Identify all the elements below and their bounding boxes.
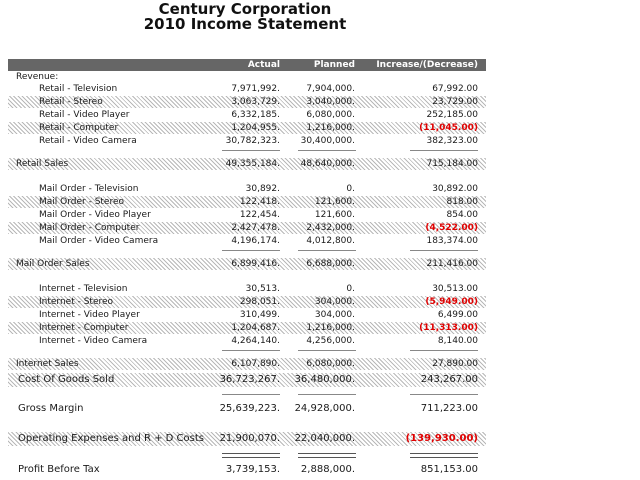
table-row <box>8 235 486 247</box>
change-value: 30,513.00 <box>432 284 478 294</box>
table-row <box>8 309 486 321</box>
column-header-planned: Planned <box>313 60 355 70</box>
planned-value: 304,000. <box>314 310 355 320</box>
change-value: 711,223.00 <box>420 403 478 414</box>
opex-row <box>8 432 486 446</box>
table-row <box>8 83 486 95</box>
double-total-rule <box>410 453 478 458</box>
row-label: Internet - Video Camera <box>39 336 148 346</box>
row-label: Operating Expenses and R + D Costs <box>18 433 204 444</box>
planned-value: 2,888,000. <box>300 464 355 475</box>
actual-value: 6,899,416. <box>231 259 280 269</box>
change-value: 67,992.00 <box>432 84 478 94</box>
planned-value: 121,600. <box>314 210 355 220</box>
actual-value: 30,892. <box>245 184 280 194</box>
table-row <box>8 135 486 147</box>
change-value: 715,184.00 <box>426 159 478 169</box>
table-row <box>8 122 486 134</box>
subtotal-rule <box>298 350 356 351</box>
total-rule <box>222 394 280 395</box>
profit-row <box>8 463 486 477</box>
row-label: Mail Order - Television <box>39 184 139 194</box>
change-value: (11,313.00) <box>419 323 478 333</box>
planned-value: 24,928,000. <box>294 403 355 414</box>
row-label: Retail - Stereo <box>39 97 103 107</box>
change-value: 854.00 <box>446 210 478 220</box>
change-value: (11,045.00) <box>419 123 478 133</box>
actual-value: 122,418. <box>239 197 280 207</box>
change-value: (139,930.00) <box>405 433 478 444</box>
row-label: Mail Order - Stereo <box>39 197 125 207</box>
planned-value: 6,080,000. <box>306 110 355 120</box>
subtotal-rule <box>410 150 478 151</box>
actual-value: 6,107,890. <box>231 359 280 369</box>
planned-value: 3,040,000. <box>306 97 355 107</box>
row-label: Mail Order - Video Camera <box>39 236 159 246</box>
column-header-change: Increase/(Decrease) <box>376 60 478 70</box>
planned-value: 304,000. <box>314 297 355 307</box>
planned-value: 2,432,000. <box>306 223 355 233</box>
table-row <box>8 209 486 221</box>
planned-value: 1,216,000. <box>306 323 355 333</box>
planned-value: 7,904,000. <box>306 84 355 94</box>
actual-value: 298,051. <box>239 297 280 307</box>
row-label: Gross Margin <box>18 403 84 414</box>
actual-value: 4,264,140. <box>231 336 280 346</box>
row-label: Cost Of Goods Sold <box>18 374 115 385</box>
planned-value: 6,688,000. <box>306 259 355 269</box>
section-label-row <box>8 71 486 83</box>
table-row <box>8 183 486 195</box>
planned-value: 0. <box>346 284 355 294</box>
actual-value: 4,196,174. <box>231 236 280 246</box>
actual-value: 3,739,153. <box>225 464 280 475</box>
column-header-bar <box>8 59 486 71</box>
column-header-actual: Actual <box>247 60 280 70</box>
row-label: Internet Sales <box>16 359 79 369</box>
change-value: 243,267.00 <box>420 374 478 385</box>
actual-value: 122,454. <box>239 210 280 220</box>
actual-value: 310,499. <box>239 310 280 320</box>
actual-value: 3,063,729. <box>231 97 280 107</box>
change-value: 30,892.00 <box>432 184 478 194</box>
row-label: Retail - Video Camera <box>39 136 137 146</box>
row-label: Retail Sales <box>16 159 69 169</box>
table-row <box>8 196 486 208</box>
subtotal-rule <box>410 250 478 251</box>
total-rule <box>298 394 356 395</box>
row-label: Retail - Video Player <box>39 110 130 120</box>
row-label: Internet - Television <box>39 284 128 294</box>
change-value: (5,949.00) <box>425 297 478 307</box>
subtotal-rule <box>410 350 478 351</box>
subtotal-row <box>8 158 486 170</box>
subtotal-rule <box>222 350 280 351</box>
table-row <box>8 296 486 308</box>
table-row <box>8 109 486 121</box>
table-row <box>8 222 486 234</box>
change-value: 252,185.00 <box>426 110 478 120</box>
row-label: Internet - Video Player <box>39 310 140 320</box>
planned-value: 48,640,000. <box>300 159 355 169</box>
actual-value: 1,204,687. <box>231 323 280 333</box>
table-row <box>8 96 486 108</box>
change-value: 382,323.00 <box>426 136 478 146</box>
change-value: 23,729.00 <box>432 97 478 107</box>
actual-value: 49,355,184. <box>225 159 280 169</box>
row-label: Mail Order - Video Player <box>39 210 151 220</box>
change-value: 818.00 <box>446 197 478 207</box>
row-label: Mail Order Sales <box>16 259 90 269</box>
planned-value: 4,012,800. <box>306 236 355 246</box>
actual-value: 7,971,992. <box>231 84 280 94</box>
section-label: Revenue: <box>16 72 59 82</box>
row-label: Internet - Stereo <box>39 297 114 307</box>
planned-value: 121,600. <box>314 197 355 207</box>
planned-value: 6,080,000. <box>306 359 355 369</box>
table-row <box>8 283 486 295</box>
actual-value: 2,427,478. <box>231 223 280 233</box>
report-subtitle: 2010 Income Statement <box>143 15 347 33</box>
change-value: 27,890.00 <box>432 359 478 369</box>
actual-value: 1,204,955. <box>231 123 280 133</box>
planned-value: 30,400,000. <box>300 136 355 146</box>
row-label: Profit Before Tax <box>18 464 100 475</box>
actual-value: 21,900,070. <box>219 433 280 444</box>
table-row <box>8 322 486 334</box>
change-value: 211,416.00 <box>426 259 478 269</box>
row-label: Internet - Computer <box>39 323 129 333</box>
planned-value: 4,256,000. <box>306 336 355 346</box>
subtotal-rule <box>298 150 356 151</box>
subtotal-rule <box>298 250 356 251</box>
row-label: Mail Order - Computer <box>39 223 140 233</box>
change-value: 851,153.00 <box>420 464 478 475</box>
double-total-rule <box>222 453 280 458</box>
subtotal-row <box>8 258 486 270</box>
actual-value: 25,639,223. <box>219 403 280 414</box>
planned-value: 0. <box>346 184 355 194</box>
planned-value: 36,480,000. <box>294 374 355 385</box>
table-row <box>8 335 486 347</box>
row-label: Retail - Television <box>39 84 118 94</box>
total-rule <box>410 394 478 395</box>
actual-value: 30,782,323. <box>225 136 280 146</box>
row-label: Retail - Computer <box>39 123 119 133</box>
change-value: (4,522.00) <box>425 223 478 233</box>
planned-value: 1,216,000. <box>306 123 355 133</box>
actual-value: 6,332,185. <box>231 110 280 120</box>
change-value: 183,374.00 <box>426 236 478 246</box>
report-title: Century Corporation <box>158 0 332 18</box>
actual-value: 36,723,267. <box>219 374 280 385</box>
subtotal-rule <box>222 250 280 251</box>
gross-margin-row <box>8 402 486 416</box>
change-value: 8,140.00 <box>437 336 478 346</box>
subtotal-rule <box>222 150 280 151</box>
subtotal-row <box>8 358 486 370</box>
planned-value: 22,040,000. <box>294 433 355 444</box>
cogs-row <box>8 373 486 387</box>
actual-value: 30,513. <box>245 284 280 294</box>
double-total-rule <box>298 453 356 458</box>
change-value: 6,499.00 <box>437 310 478 320</box>
